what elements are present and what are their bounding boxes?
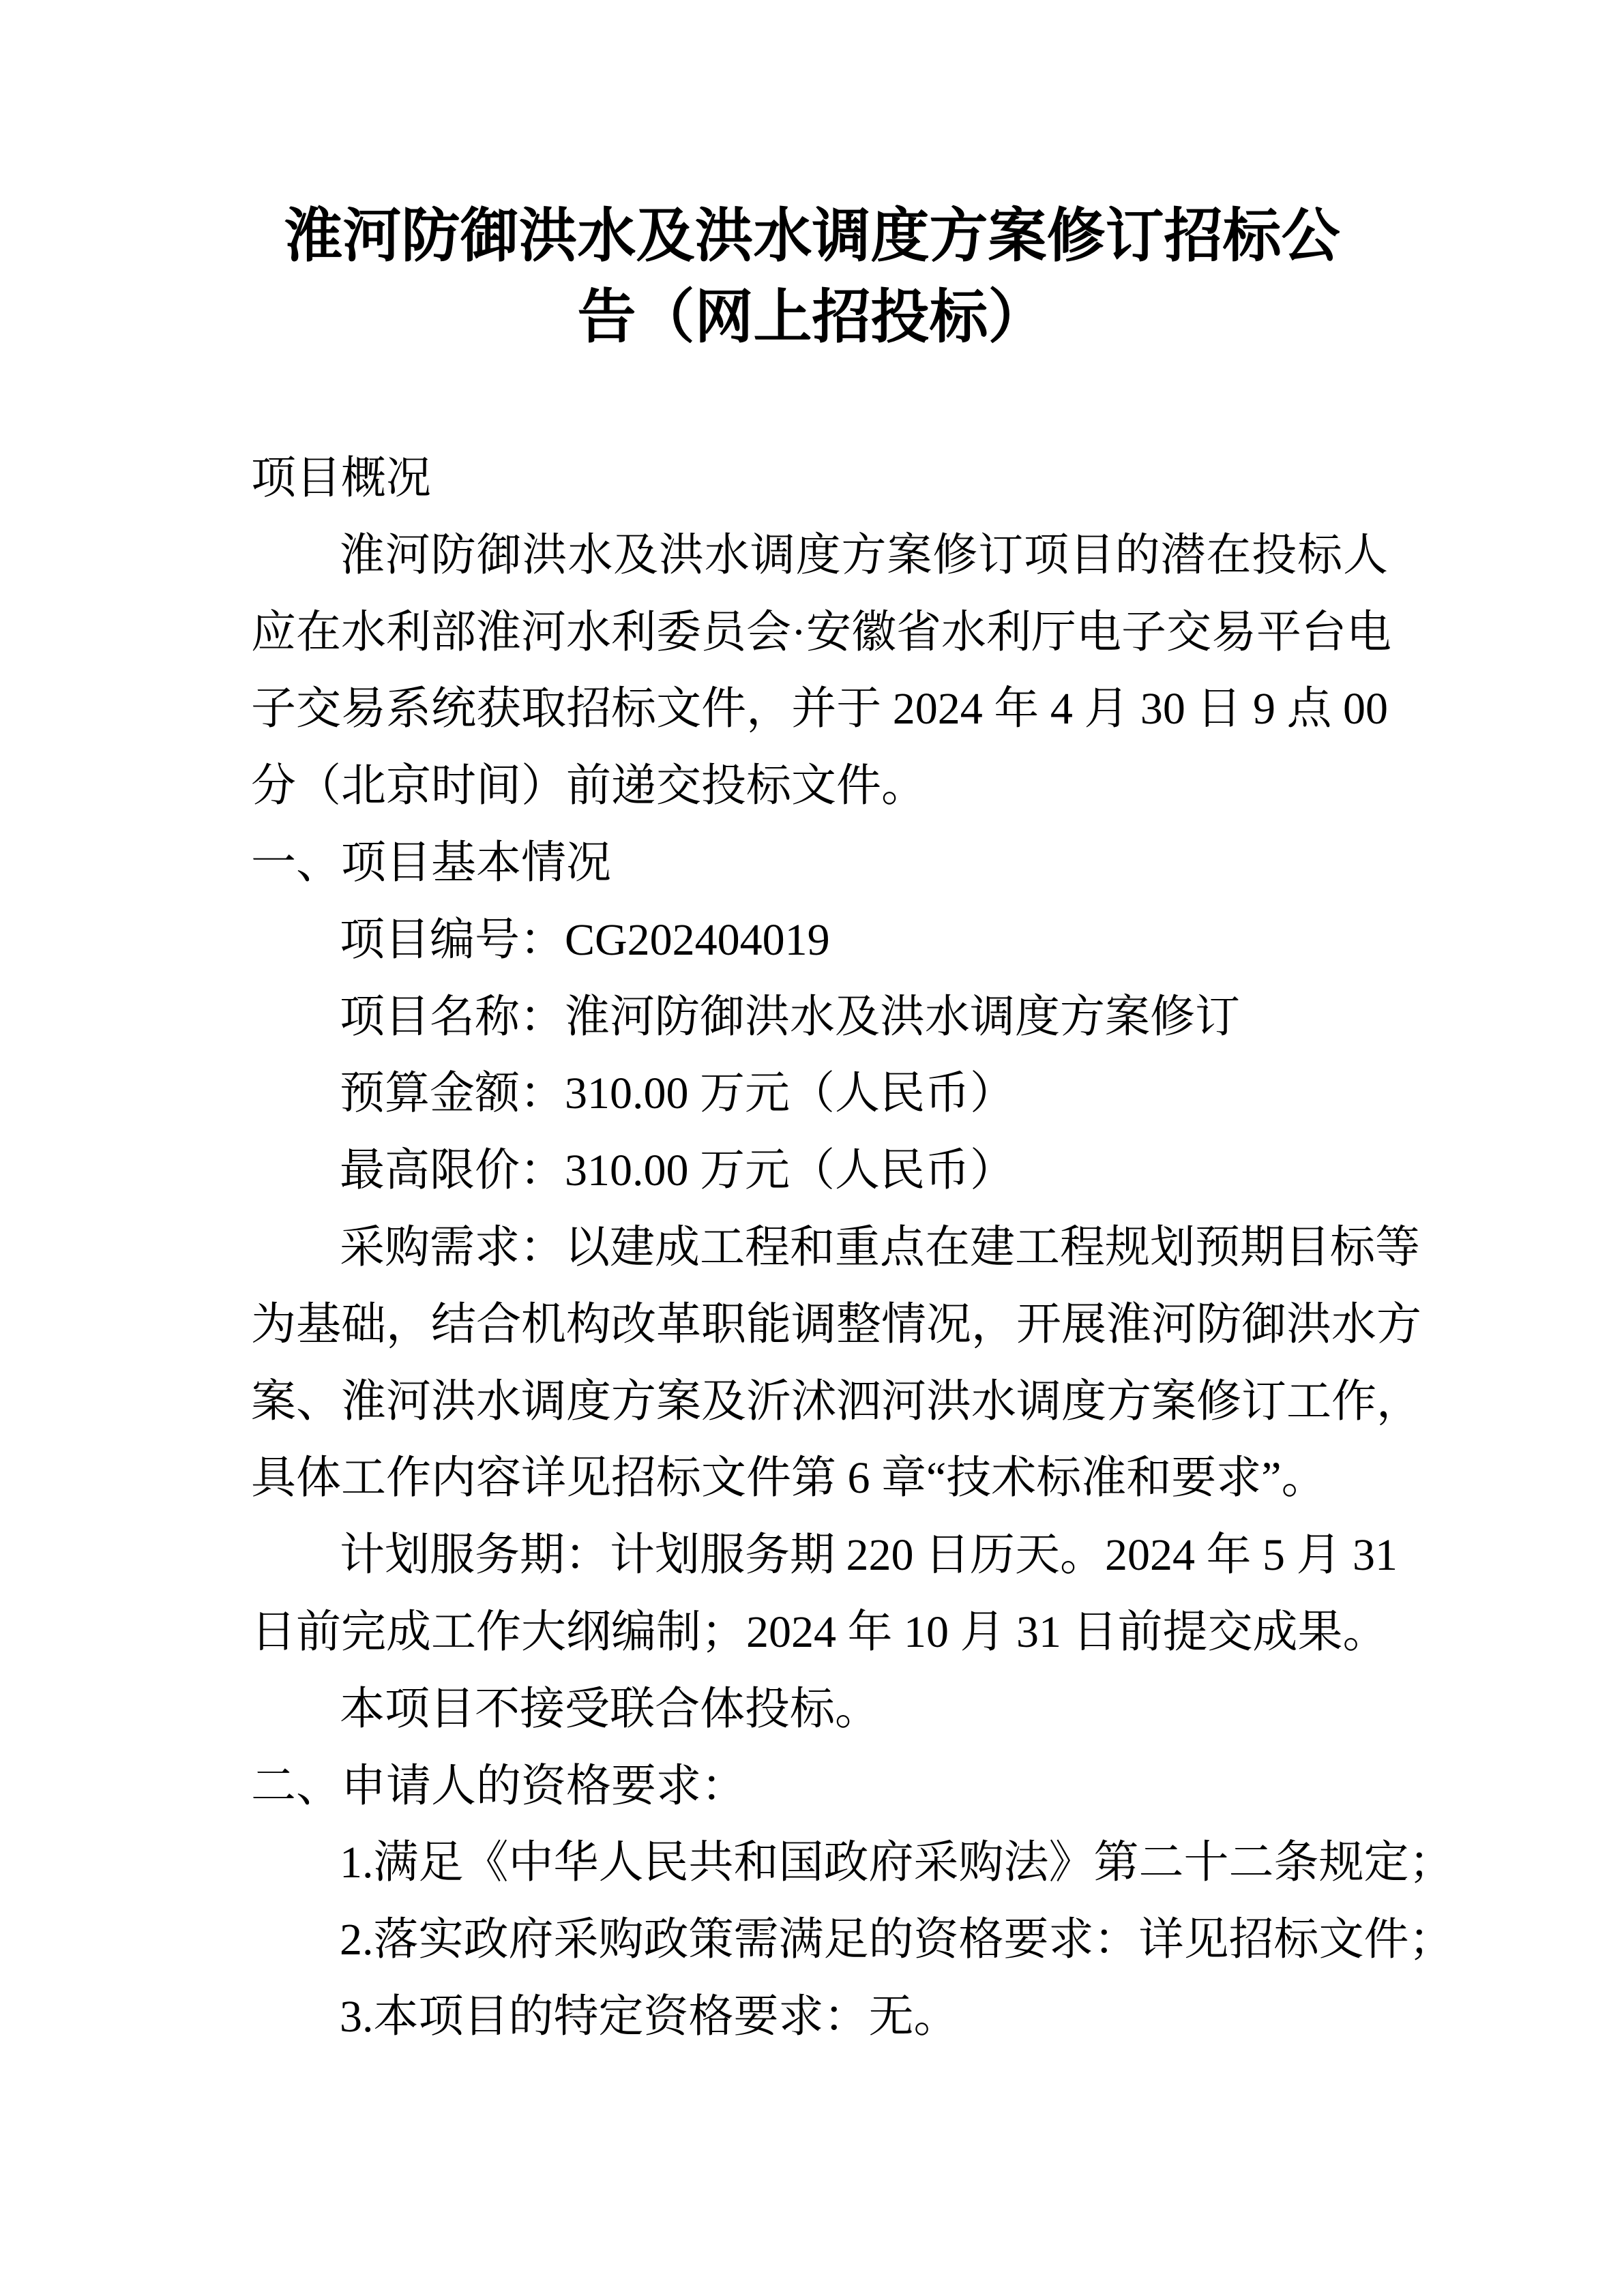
text-line: 1.满足《中华人民共和国政府采购法》第二十二条规定； (340, 1838, 1454, 1888)
text-line: 计划服务期：计划服务期 220 日历天。2024 年 5 月 31 (340, 1530, 1398, 1581)
document-body (251, 441, 1454, 2056)
text-line: 案、淮河洪水调度方案及沂沭泗河洪水调度方案修订工作， (251, 1376, 1421, 1427)
text-line: 项目名称：淮河防御洪水及洪水调度方案修订 (340, 992, 1240, 1042)
document-title-line-1: 淮河防御洪水及洪水调度方案修订招标公 (284, 201, 1340, 270)
text-line: 分（北京时间）前递交投标文件。 (251, 761, 926, 811)
text-line: 淮河防御洪水及洪水调度方案修订项目的潜在投标人 (340, 530, 1388, 580)
text-line: 为基础，结合机构改革职能调整情况，开展淮河防御洪水方 (251, 1299, 1421, 1350)
text-line: 最高限价：310.00 万元（人民币） (340, 1146, 1015, 1196)
text-line: 项目编号：CG202404019 (340, 914, 830, 965)
text-line: 子交易系统获取招标文件，并于 2024 年 4 月 30 日 9 点 00 (251, 684, 1388, 734)
text-line: 一、项目基本情况 (251, 837, 611, 888)
text-line: 应在水利部淮河水利委员会·安徽省水利厅电子交易平台电 (251, 607, 1391, 657)
text-line: 本项目不接受联合体投标。 (340, 1684, 880, 1734)
text-line: 具体工作内容详见招标文件第 6 章“技术标准和要求”。 (251, 1453, 1327, 1504)
text-line: 二、申请人的资格要求： (251, 1761, 746, 1811)
document-title-line-2: 告（网上招投标） (577, 282, 1047, 351)
text-line: 项目概况 (251, 453, 431, 503)
text-line: 日前完成工作大纲编制；2024 年 10 月 31 日前提交成果。 (251, 1607, 1388, 1657)
text-line: 采购需求：以建成工程和重点在建工程规划预期目标等 (340, 1222, 1420, 1272)
text-line: 2.落实政府采购政策需满足的资格要求：详见招标文件； (340, 1915, 1454, 1965)
text-line: 预算金额：310.00 万元（人民币） (340, 1069, 1015, 1119)
text-line: 3.本项目的特定资格要求：无。 (340, 1991, 959, 2042)
